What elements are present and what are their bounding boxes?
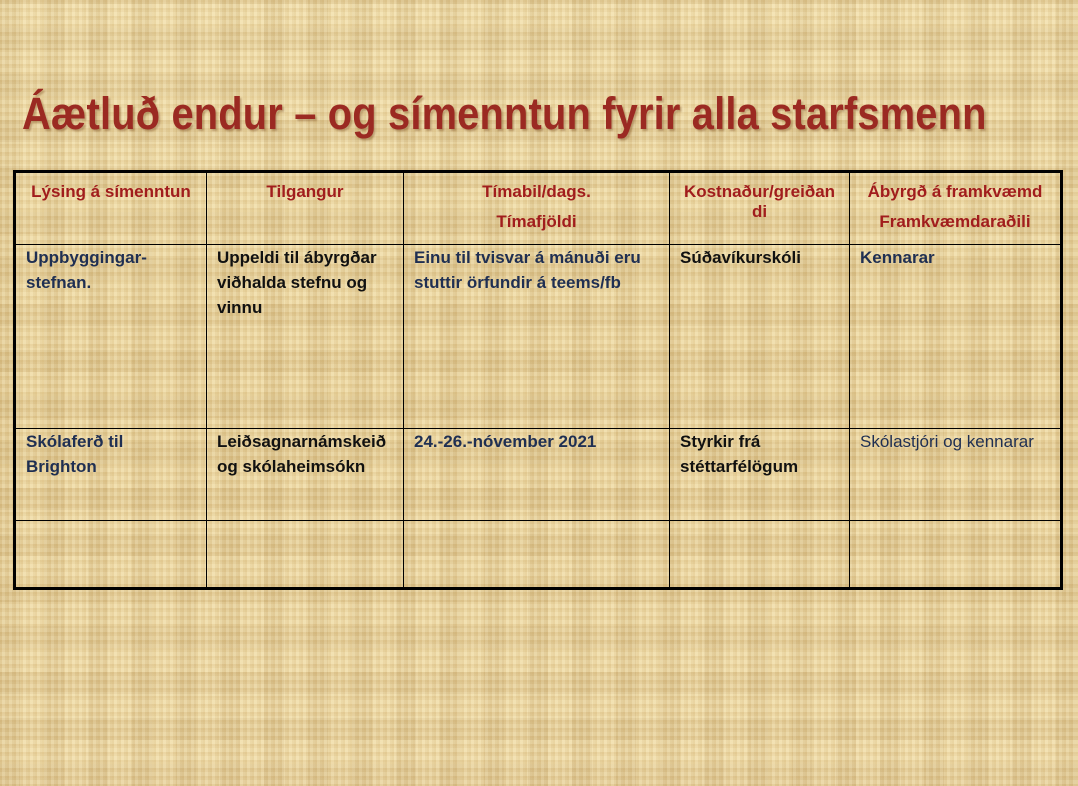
column-header-purpose: Tilgangur: [207, 172, 404, 245]
table-cell-period: Einu til tvisvar á mánuði eru stuttir örfundir á teems/fb: [404, 245, 670, 429]
column-header-cost: Kostnaður/greiðan di: [670, 172, 850, 245]
column-header-description: Lýsing á símenntun: [15, 172, 207, 245]
table-cell-description: [15, 245, 207, 429]
table-cell-empty: [15, 521, 207, 589]
table-header-row: [15, 172, 1062, 245]
table-cell-responsibility: Skólastjóri og kennarar: [850, 429, 1062, 521]
table-cell-purpose: Leiðsagnarnámskeið og skólaheimsókn: [207, 429, 404, 521]
table-row: [15, 521, 1062, 589]
table-row: [15, 429, 1062, 521]
page-title: Áætluð endur – og símenntun fyrir alla starfsmenn: [22, 88, 987, 139]
table-cell-description: [15, 429, 207, 521]
cell-text: Uppbyggingar-stefnan.: [26, 248, 147, 292]
table-cell-empty: [207, 521, 404, 589]
training-plan-table: [13, 170, 1063, 590]
table-cell-empty: [850, 521, 1062, 589]
table-cell-purpose: Uppeldi til ábyrgðar viðhalda stefnu og vinnu: [207, 245, 404, 429]
table-row: [15, 245, 1062, 429]
table-cell-cost: Súðavíkurskóli: [670, 245, 850, 429]
column-header-responsibility: Ábyrgð á framkvæmd Framkvæmdaraðili: [850, 172, 1062, 245]
table-cell-empty: [670, 521, 850, 589]
table-cell-cost: Styrkir frá stéttarfélögum: [670, 429, 850, 521]
table-cell-responsibility: Kennarar: [850, 245, 1062, 429]
cell-text: Skólaferð til Brighton: [26, 432, 124, 476]
column-header-period: Tímabil/dags. Tímafjöldi: [404, 172, 670, 245]
table-cell-period: 24.-26.-nóvember 2021: [404, 429, 670, 521]
table-cell-empty: [404, 521, 670, 589]
